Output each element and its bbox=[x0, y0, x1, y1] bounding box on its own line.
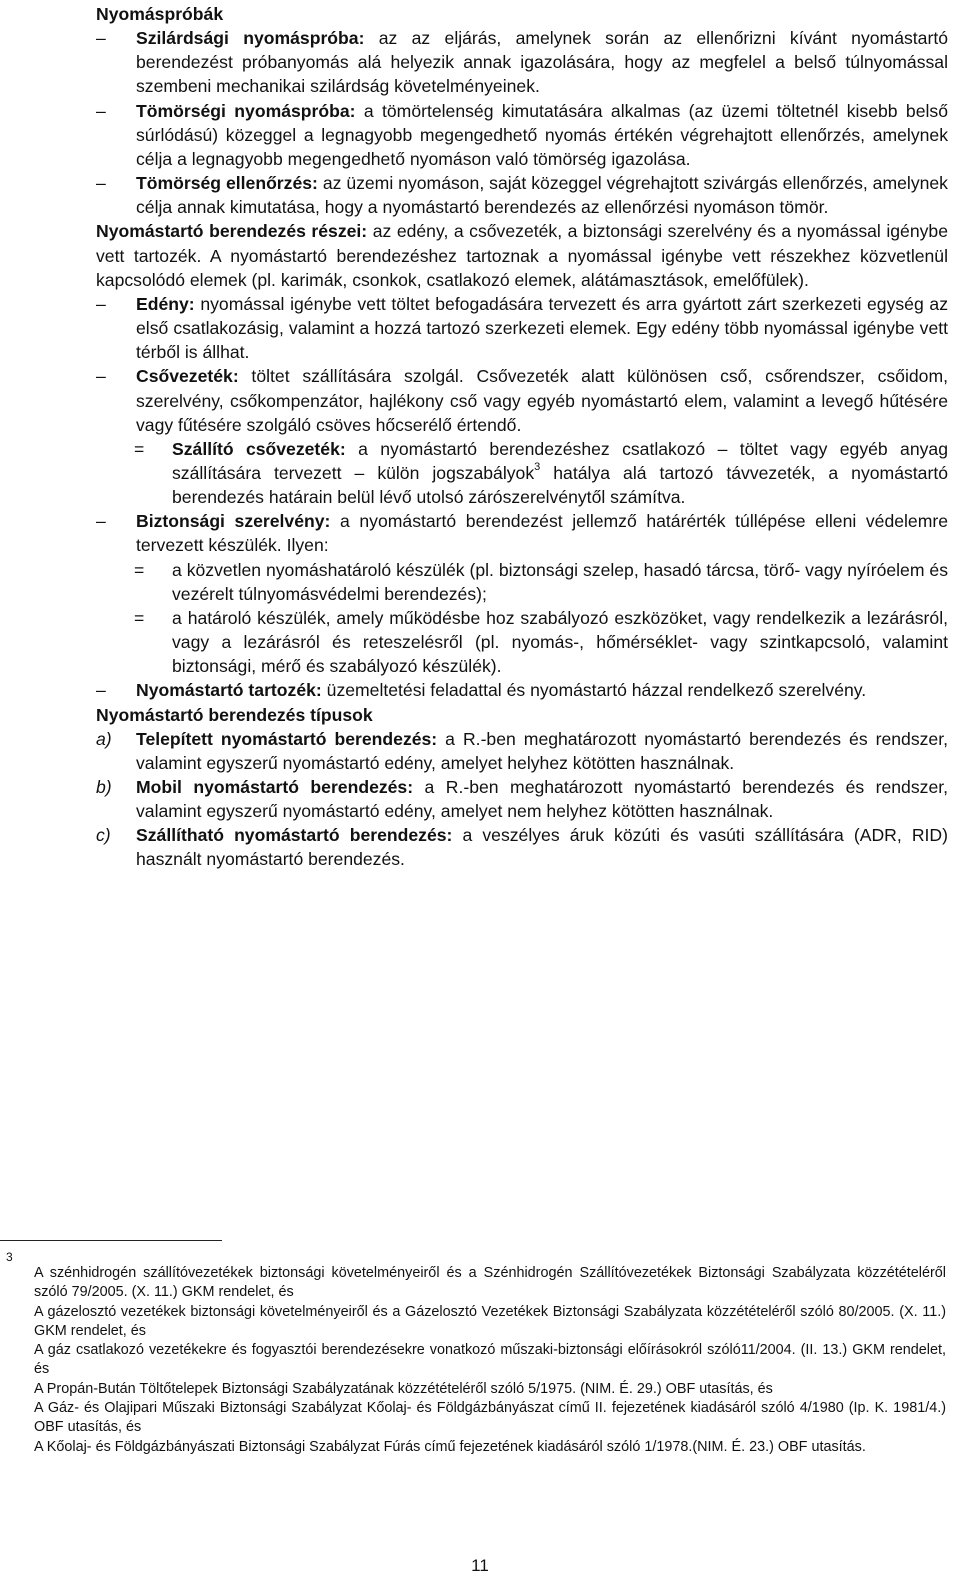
footnote-line: A gáz csatlakozó vezetékekre és fogyasztói berendezésekre vonatkozó műszaki-biztonsági előírásokról szóló11/2004. (II. 13.) GKM rendelet, és bbox=[34, 1342, 946, 1378]
definition: a R.-ben meghatározott nyomástartó berendezés és rendszer, valamint egyszerű nyomástartó edény, amelyet nem helyhez kötötten használnak. bbox=[136, 777, 949, 822]
dash-marker: – bbox=[96, 680, 106, 701]
heading-tipusok: Nyomástartó berendezés típusok bbox=[96, 704, 373, 725]
footnote-line: A Propán-Bután Töltőtelepek Biztonsági Szabályzatának közzétételéről szóló 5/1975. (NIM. É. 29.) OBF utasítás, és bbox=[34, 1380, 773, 1397]
term: Telepített nyomástartó berendezés: bbox=[136, 728, 438, 749]
page-number: 11 bbox=[471, 1556, 489, 1575]
dash-marker: – bbox=[96, 28, 106, 49]
definition: üzemeltetési feladattal és nyomástartó házzal rendelkező szerelvény. bbox=[321, 680, 867, 701]
footnote-line: A Kőolaj- és Földgázbányászati Biztonsági Szabályzat Fúrás című fejezetének kiadásáról szóló 1/1978.(NIM. É. 23.) OBF utasítás. bbox=[34, 1438, 866, 1455]
eq-marker: = bbox=[134, 559, 145, 580]
footnote-block bbox=[34, 1264, 946, 1457]
term: Biztonsági szerelvény: bbox=[136, 511, 331, 532]
dash-marker: – bbox=[96, 173, 106, 194]
definition: a nyomástartó berendezést jellemző határérték túllépése elleni védelemre tervezett készülék. Ilyen: bbox=[136, 511, 949, 556]
list-label: a) bbox=[96, 728, 112, 749]
term: Nyomástartó tartozék: bbox=[136, 680, 322, 701]
dash-marker: – bbox=[96, 100, 106, 121]
term: Tömörségi nyomáspróba: bbox=[136, 100, 356, 121]
item-szilardsagi bbox=[96, 26, 948, 98]
definition: a tömörtelenség kimutatására alkalmas (az üzemi töltetnél kisebb belső súrlódású) közeggel a legnagyobb megengedhető nyomás értékén végrehajtott ellenőrzés, amelynek célja a legnagyobb megengedhető nyomáson való tömörség igazolása. bbox=[136, 100, 948, 169]
subitem-text: a határoló készülék, amely működésbe hoz szabályozó eszközöket, vagy rendelkezik a lezárásról, vagy a lezárásról és reteszelésről (pl. nyomás-, hőmérséklet- vagy szintkapcsoló, valamint biztonsági, mérő és szabályozó készülék). bbox=[172, 607, 948, 677]
dash-marker: – bbox=[96, 293, 106, 314]
subitem-nyomashatarolo bbox=[96, 558, 948, 606]
item-szallito-csovezetek bbox=[96, 437, 948, 509]
item-biztonsagi-szerelveny bbox=[96, 509, 948, 557]
subitem-text: a közvetlen nyomáshatároló készülék (pl. biztonsági szelep, hasadó tárcsa, törő- vagy nyíróelem és vezérelt túlnyomásvédelmi berendezés); bbox=[172, 559, 948, 604]
item-csovezetek bbox=[96, 364, 948, 436]
para-reszei bbox=[96, 219, 948, 291]
dash-marker: – bbox=[96, 511, 106, 532]
list-label: c) bbox=[96, 825, 111, 846]
definition-a: a nyomástartó berendezéshez csatlakozó – töltet vagy egyéb anyag szállítására tervezett – külön jogszabályok bbox=[172, 438, 948, 483]
type-szallithato bbox=[96, 823, 948, 871]
item-tomorsegi-proba bbox=[96, 99, 948, 171]
definition: nyomással igénybe vett töltet befogadására tervezett és arra gyártott zárt szerkezeti egység az első csatlakozásig, valamint a hozzá tartozó szerkezeti elemek. Egy edény több nyomással igénybe vett térből is állhat. bbox=[136, 293, 948, 363]
footnote-line: A gázelosztó vezetékek biztonsági követelményeiről és a Gázelosztó Vezetékek Biztonsági Szabályzata közzétételéről szóló 80/2005. (X. 11.) GKM rendelet, és bbox=[34, 1303, 946, 1339]
eq-marker: = bbox=[134, 607, 145, 628]
footnote-separator bbox=[0, 1240, 222, 1241]
definition: az üzemi nyomáson, saját közeggel végrehajtott szivárgás ellenőrzés, amelynek célja annak kimutatása, hogy a nyomástartó berendezés az ellenőrzési nyomáson tömör. bbox=[136, 173, 948, 218]
type-telepitett bbox=[96, 727, 948, 775]
term: Edény: bbox=[136, 293, 195, 314]
definition: az az eljárás, amelynek során az ellenőrizni kívánt nyomástartó berendezést próbanyomás alá helyezik annak igazolására, hogy az megfelel a belső túlnyomással szembeni mechanikai szilárdság követelményeinek. bbox=[136, 28, 948, 97]
term: Szállító csővezeték: bbox=[172, 438, 346, 459]
dash-marker: – bbox=[96, 366, 106, 387]
item-nyomastarto-tartozek bbox=[96, 678, 948, 702]
term: Mobil nyomástartó berendezés: bbox=[136, 777, 414, 797]
heading-nyomasprobak: Nyomáspróbák bbox=[96, 4, 224, 24]
term: Tömörség ellenőrzés: bbox=[136, 173, 318, 194]
term: Szállítható nyomástartó berendezés: bbox=[136, 825, 453, 846]
term: Nyomástartó berendezés részei: bbox=[96, 221, 368, 242]
list-label: b) bbox=[96, 777, 112, 797]
footnote-ref: 3 bbox=[534, 461, 541, 474]
item-tomorseg-ellenorzes bbox=[96, 171, 948, 219]
definition: a veszélyes áruk közúti és vasúti szállítására (ADR, RID) használt nyomástartó berendezés. bbox=[136, 825, 948, 870]
definition-b: hatálya alá tartozó távvezeték, a nyomástartó berendezés határain belül lévő utolsó zárószerelvénytől számítva. bbox=[172, 462, 948, 508]
definition: az edény, a csővezeték, a biztonsági szerelvény és a nyomással igénybe vett tartozék. A nyomástartó berendezéshez tartoznak a nyomással igénybe vett részekhez közvetlenül kapcsolódó elemek (pl. karimák, csonkok, csatlakozó elemek, alátámasztások, emelőfülek). bbox=[96, 221, 948, 290]
type-mobil bbox=[96, 775, 948, 823]
item-edeny bbox=[96, 292, 948, 364]
footnote-line: A Gáz- és Olajipari Műszaki Biztonsági Szabályzat Kőolaj- és Földgázbányászat című II. fejezetének kiadásáról szóló 4/1980 (Ip. K. 1981/4.) OBF utasítás, és bbox=[34, 1400, 946, 1436]
term: Szilárdsági nyomáspróba: bbox=[136, 28, 365, 49]
definition: töltet szállítására szolgál. Csővezeték alatt különösen cső, csőrendszer, csőidom, szerelvény, csőkompenzátor, hajlékony cső vagy egyéb nyomástartó elem, valamint a levegő hűtésére vagy fűtésére szolgáló csöves hőcserélő értendő. bbox=[136, 366, 948, 435]
footnote-line: A szénhidrogén szállítóvezetékek biztonsági követelményeiről és a Szénhidrogén Szállítóvezetékek Biztonsági Szabályzata közzétételéről szóló 79/2005. (X. 11.) GKM rendelet, és bbox=[34, 1265, 946, 1301]
main-text bbox=[96, 2, 948, 872]
subitem-hatarolo bbox=[96, 606, 948, 678]
footnote-mark: 3 bbox=[6, 1250, 13, 1264]
term: Csővezeték: bbox=[136, 366, 239, 387]
eq-marker: = bbox=[134, 438, 145, 459]
definition: a R.-ben meghatározott nyomástartó berendezés és rendszer, valamint egyszerű nyomástartó edény, amelyet helyhez kötötten használnak. bbox=[136, 728, 948, 773]
